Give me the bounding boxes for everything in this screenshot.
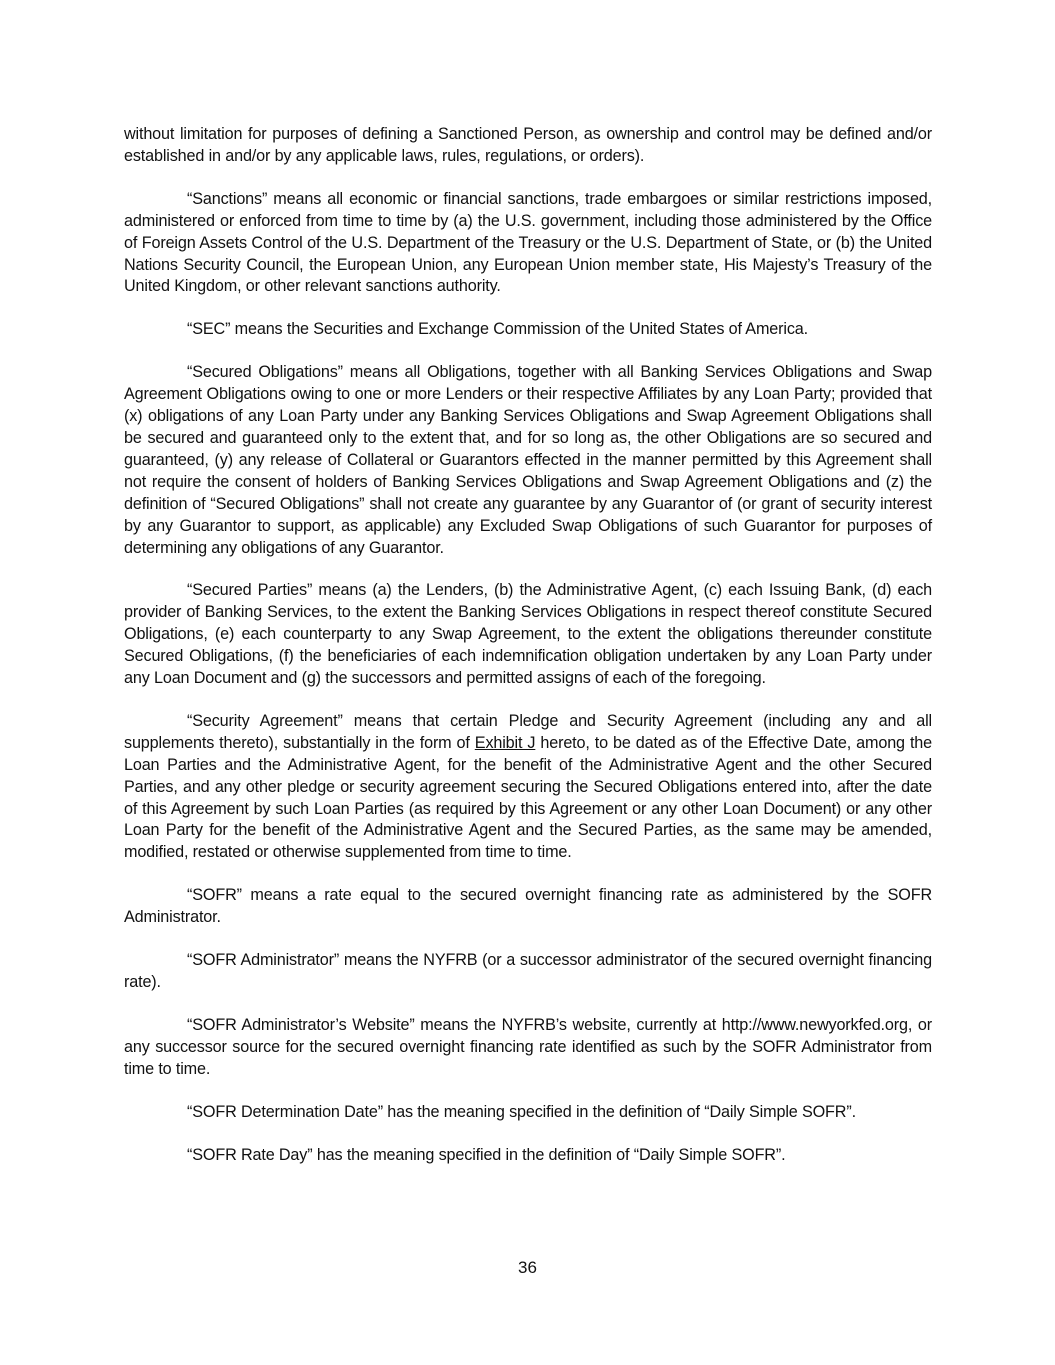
security-agreement-text-after: hereto, to be dated as of the Effective Date, among the Loan Parties and the Administrative Agent, for the benefit of the Administrative Agent and the other Secured Parties, and any other pledge or security agreement securing the Secured Obligations entered into, after the date of this Agreement by such Loan Parties (as required by this Agreement or any other Loan Document) or any other Loan Party for the benefit of the Administrative Agent and the Secured Parties, as the same may be amended, modified, restated or otherwise supplemented from time to time. [124, 733, 932, 862]
definition-security-agreement [124, 711, 932, 864]
definition-sofr-administrator-website: “SOFR Administrator’s Website” means the NYFRB’s website, currently at http://www.newyorkfed.org, or any successor source for the secured overnight financing rate identified as such by the SOFR Administrator from time to time. [124, 1015, 932, 1078]
definition-sofr-determination-date: “SOFR Determination Date” has the meaning specified in the definition of “Daily Simple SOFR”. [187, 1102, 856, 1121]
definition-secured-parties: “Secured Parties” means (a) the Lenders, (b) the Administrative Agent, (c) each Issuing Bank, (d) each provider of Banking Services, to the extent the Banking Services Obligations in respect thereof constitute Secured Obligations, (e) each counterparty to any Swap Agreement, to the extent the obligations thereunder constitute Secured Obligations, (f) the beneficiaries of each indemnification obligation undertaken by any Loan Party under any Loan Document and (g) the successors and permitted assigns of each of the foregoing. [124, 581, 932, 688]
document-page [124, 124, 932, 1187]
definition-sofr-administrator: “SOFR Administrator” means the NYFRB (or a successor administrator of the secured overnight financing rate). [124, 951, 932, 991]
definition-sec: “SEC” means the Securities and Exchange Commission of the United States of America. [187, 320, 808, 339]
definition-sofr-rate-day: “SOFR Rate Day” has the meaning specified in the definition of “Daily Simple SOFR”. [187, 1145, 786, 1164]
definition-secured-obligations: “Secured Obligations” means all Obligations, together with all Banking Services Obligations and Swap Agreement Obligations owing to one or more Lenders or their respective Affiliates by any Loan Party; provided that (x) obligations of any Loan Party under any Banking Services Obligations and Swap Agreement Obligations shall be secured and guaranteed only to the extent that, and for so long as, the other Obligations are so secured and guaranteed, (y) any release of Collateral or Guarantors effected in the manner permitted by this Agreement shall not require the consent of holders of Banking Services Obligations and Swap Agreement Obligations and (z) the definition of “Secured Obligations” shall not create any guarantee by any Guarantor of (or grant of security interest by any Guarantor to support, as applicable) any Excluded Swap Obligations of such Guarantor for purposes of determining any obligations of any Guarantor. [124, 363, 932, 557]
security-agreement-text-before: “Security Agreement” means that certain Pledge and Security Agreement (including any and all supplements thereto), substantially in the form of [124, 711, 932, 752]
exhibit-j-reference: Exhibit J [474, 733, 536, 752]
definition-sofr: “SOFR” means a rate equal to the secured overnight financing rate as administered by the SOFR Administrator. [124, 886, 932, 927]
paragraph-continuation: without limitation for purposes of defining a Sanctioned Person, as ownership and control may be defined and/or established in and/or by any applicable laws, rules, regulations, or orders). [124, 125, 932, 165]
page-number: 36 [518, 1258, 537, 1277]
definition-sanctions: “Sanctions” means all economic or financial sanctions, trade embargoes or similar restrictions imposed, administered or enforced from time to time by (a) the U.S. government, including those administered by the Office of Foreign Assets Control of the U.S. Department of the Treasury or the U.S. Department of State, or (b) the United Nations Security Council, the European Union, any European Union member state, His Majesty’s Treasury of the United Kingdom, or other relevant sanctions authority. [124, 189, 932, 296]
